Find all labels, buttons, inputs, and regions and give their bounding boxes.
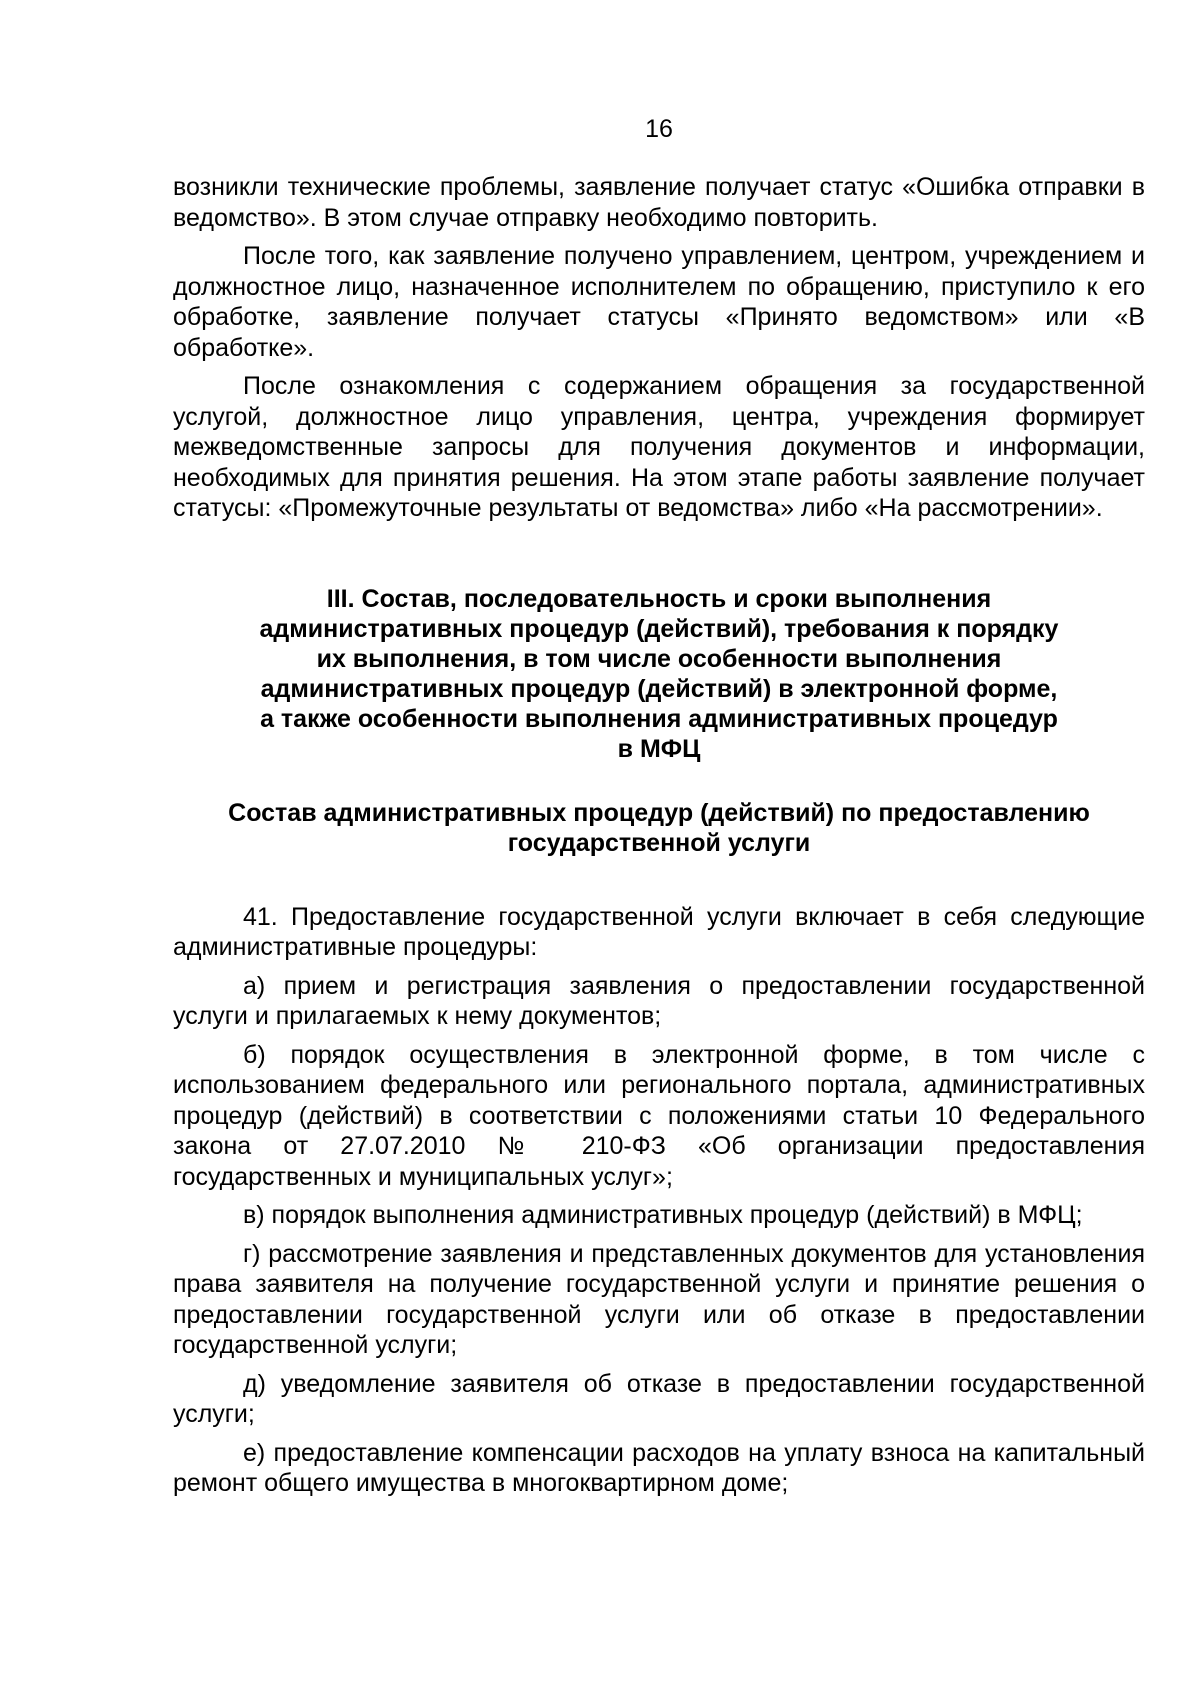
subsection-heading bbox=[173, 798, 1145, 858]
list-item-v: в) порядок выполнения административных процедур (действий) в МФЦ; bbox=[243, 1201, 1083, 1229]
section-heading-line: административных процедур (действий) в электронной форме, bbox=[260, 674, 1058, 703]
subsection-heading-line: государственной услуги bbox=[507, 828, 811, 857]
paragraph-status-accepted: После того, как заявление получено управлением, центром, учреждением и должностное лицо, назначенное исполнителем по обращению, приступило к его обработке, заявление получает статусы «Принято ведомством» или «В обработке». bbox=[173, 242, 1145, 362]
page-number: 16 bbox=[645, 115, 673, 143]
section-heading-line: их выполнения, в том числе особенности выполнения bbox=[316, 644, 1002, 673]
section-heading bbox=[173, 584, 1145, 764]
section-heading-line: в МФЦ bbox=[617, 734, 701, 763]
list-item-e: е) предоставление компенсации расходов на уплату взноса на капитальный ремонт общего имущества в многоквартирном доме; bbox=[173, 1438, 1145, 1497]
paragraph-status-review: После ознакомления с содержанием обращения за государственной услугой, должностное лицо управления, центра, учреждения формирует межведомственные запросы для получения документов и информации, необходимых для принятия решения. На этом этапе работы заявление получает статусы: «Промежуточные результаты от ведомства» либо «На рассмотрении». bbox=[173, 372, 1145, 522]
paragraph-continuation: возникли технические проблемы, заявление получает статус «Ошибка отправки в ведомство». В этом случае отправку необходимо повторить. bbox=[173, 173, 1145, 232]
document-content bbox=[173, 172, 1145, 1499]
section-heading-line: административных процедур (действий), требования к порядку bbox=[259, 614, 1059, 643]
section-heading-line: III. Состав, последовательность и сроки выполнения bbox=[326, 584, 992, 613]
section-heading-line: а также особенности выполнения административных процедур bbox=[260, 704, 1058, 733]
list-item-a: а) прием и регистрация заявления о предоставлении государственной услуги и прилагаемых к нему документов; bbox=[173, 971, 1145, 1030]
list-item-d: д) уведомление заявителя об отказе в предоставлении государственной услуги; bbox=[173, 1369, 1145, 1428]
list-item-g: г) рассмотрение заявления и представленных документов для установления права заявителя на получение государственной услуги и принятие решения о предоставлении государственной услуги или об отказе в предоставлении государственной услуги; bbox=[173, 1239, 1145, 1359]
subsection-heading-line: Состав административных процедур (действий) по предоставлению bbox=[228, 798, 1090, 827]
list-item-b: б) порядок осуществления в электронной форме, в том числе с использованием федерального или регионального портала, административных процедур (действий) в соответствии с положениями статьи 10 Федерального закона от 27.07.2010 № 210-ФЗ «Об организации предоставления государственных и муниципальных услуг»; bbox=[173, 1040, 1145, 1191]
paragraph-item-41: 41. Предоставление государственной услуги включает в себя следующие административные процедуры: bbox=[173, 902, 1145, 961]
